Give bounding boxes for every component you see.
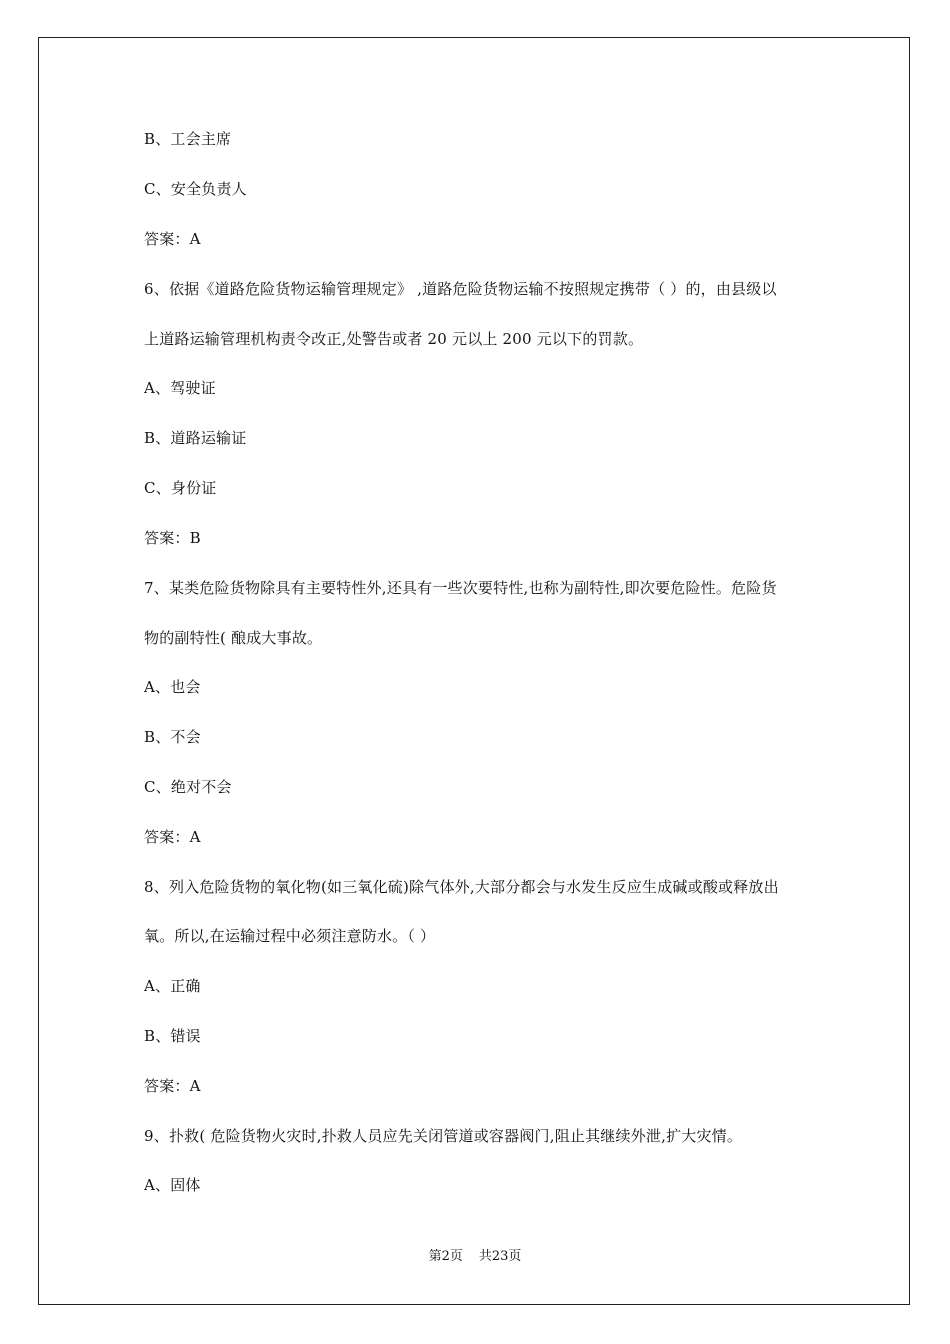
answer: 答案：A [144, 230, 201, 248]
option-a: A、固体 [144, 1176, 201, 1194]
option-c: C、绝对不会 [144, 778, 232, 796]
option-a: A、正确 [144, 977, 201, 995]
option-c: C、安全负责人 [144, 180, 247, 198]
page-total: 共23页 [478, 1249, 522, 1264]
question-9-line-1: 9、扑救( 危险货物火灾时,扑救人员应先关闭管道或容器阀门,阻止其继续外泄,扩大灾情。 [144, 1127, 743, 1145]
question-7-line-1: 7、某类危险货物除具有主要特性外,还具有一些次要特性,也称为副特性,即次要危险性。危险货 [144, 579, 777, 597]
answer: 答案：A [144, 1077, 201, 1095]
question-6-line-1: 6、依据《道路危险货物运输管理规定》 ,道路危险货物运输不按照规定携带（ ）的，由县级以 [144, 280, 777, 298]
option-b: B、工会主席 [144, 130, 232, 148]
question-8-line-2: 氧。所以,在运输过程中必须注意防水。（ ） [144, 927, 436, 945]
option-a: A、驾驶证 [144, 379, 216, 397]
page-footer [0, 1248, 950, 1266]
answer: 答案：B [144, 529, 201, 547]
option-a: A、也会 [144, 678, 201, 696]
option-b: B、道路运输证 [144, 429, 247, 447]
option-c: C、身份证 [144, 479, 217, 497]
page-frame [38, 37, 910, 1305]
option-b: B、不会 [144, 728, 201, 746]
page-number: 第2页 [428, 1249, 463, 1264]
question-7-line-2: 物的副特性( 酿成大事故。 [144, 629, 323, 647]
question-8-line-1: 8、列入危险货物的氧化物(如三氧化硫)除气体外,大部分都会与水发生反应生成碱或酸或释放出 [144, 878, 779, 896]
question-6-line-2: 上道路运输管理机构责令改正,处警告或者 20 元以上 200 元以下的罚款。 [144, 330, 644, 348]
answer: 答案：A [144, 828, 201, 846]
option-b: B、错误 [144, 1027, 201, 1045]
